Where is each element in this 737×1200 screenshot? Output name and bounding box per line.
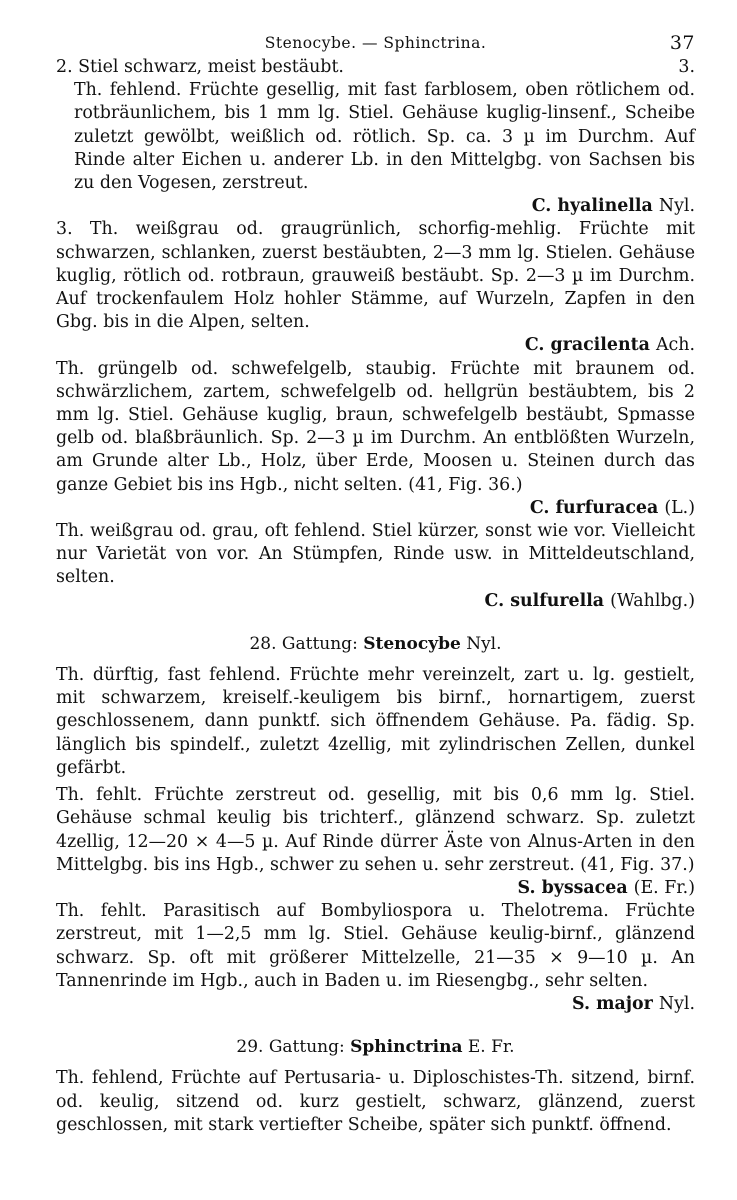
genus-heading-stenocybe bbox=[56, 633, 695, 656]
species-hyalinella bbox=[56, 195, 695, 218]
species-author: Nyl. bbox=[658, 196, 695, 217]
description-furfuracea: Th. grüngelb od. schwefelgelb, staubig. Früchte mit braunem od. schwärzlichem, zartem, schwefelgelb od. hellgrün bestäubtem, bis 2 mm lg. Stiel. Gehäuse kuglig, braun, schwefelgelb bestäubt, Spmasse gelb od. blaßbräunlich. Sp. 2—3 µ im Durchm. An entblößten Wurzeln, am Grunde alter Lb., Holz, über Erde, Moosen u. Steinen durch das ganze Gebiet bis ins Hgb., nicht selten. (41, Fig. 36.) bbox=[56, 358, 695, 495]
species-name: S. major bbox=[572, 993, 653, 1014]
key-line-2 bbox=[56, 56, 695, 79]
species-name: S. byssacea bbox=[517, 877, 628, 898]
species-author: Nyl. bbox=[658, 993, 695, 1014]
genus-heading-sphinctrina bbox=[56, 1036, 695, 1059]
genus-prefix: 28. Gattung: bbox=[249, 633, 358, 654]
species-name: C. hyalinella bbox=[531, 196, 653, 217]
description-hyalinella: Th. fehlend. Früchte gesellig, mit fast farblosem, oben rötlichem od. rotbräunlichem, bis 1 mm lg. Stiel. Gehäuse kuglig-linsenf., Scheibe zuletzt gewölbt, weißlich od. rötlich. Sp. ca. 3 µ im Durchm. Auf Rinde alter Eichen u. anderer Lb. in den Mittelgbg. von Sachsen bis zu den Vogesen, zerstreut. bbox=[74, 80, 695, 194]
running-title: Stenocybe. — Sphinctrina. bbox=[264, 34, 487, 52]
species-furfuracea bbox=[56, 497, 695, 520]
species-name: C. furfuracea bbox=[529, 497, 659, 518]
species-gracilenta bbox=[56, 334, 695, 357]
genus-name: Stenocybe bbox=[363, 633, 461, 654]
page-content bbox=[56, 56, 695, 1137]
species-author: (Wahlbg.) bbox=[610, 590, 695, 611]
species-byssacea bbox=[56, 877, 695, 900]
key-line-2-text: 2. Stiel schwarz, meist bestäubt. bbox=[56, 57, 344, 77]
species-name: C. gracilenta bbox=[524, 335, 650, 356]
description-sulfurella: Th. weißgrau od. grau, oft fehlend. Stiel kürzer, sonst wie vor. Vielleicht nur Varietät von vor. An Stümpfen, Rinde usw. in Mitteldeutschland, selten. bbox=[56, 521, 695, 588]
page-header bbox=[56, 26, 695, 56]
species-name: C. sulfurella bbox=[484, 590, 605, 611]
page-number: 37 bbox=[669, 32, 695, 54]
species-author: (E. Fr.) bbox=[633, 877, 695, 898]
description-major: Th. fehlt. Parasitisch auf Bombyliospora u. Thelotrema. Früchte zerstreut, mit 1—2,5 mm lg. Stiel. Gehäuse keulig-birnf., glänzend schwarz. Sp. oft mit größerer Mittelzelle, 21—35 × 9—10 µ. An Tannenrinde im Hgb., auch in Baden u. im Riesengbg., sehr selten. bbox=[56, 901, 695, 991]
genus-description-stenocybe: Th. dürftig, fast fehlend. Früchte mehr vereinzelt, zart u. lg. gestielt, mit schwarzem, kreiself.-keuligem bis birnf., hornartigem, zuerst geschlossenem, dann punktf. sich öffnendem Gehäuse. Pa. fädig. Sp. länglich bis spindelf., zuletzt 4zellig, mit zylindrischen Zellen, dunkel gefärbt. bbox=[56, 665, 695, 778]
genus-description-sphinctrina: Th. fehlend, Früchte auf Pertusaria- u. Diploschistes-Th. sitzend, birnf. od. keulig, sitzend od. kurz gestielt, schwarz, glänzend, zuerst geschlossen, mit stark vertiefter Scheibe, später sich punktf. öffnend. bbox=[56, 1068, 695, 1135]
species-author: Ach. bbox=[655, 335, 695, 356]
genus-name: Sphinctrina bbox=[350, 1037, 463, 1058]
key-line-2-ref: 3. bbox=[678, 57, 695, 77]
species-author: (L.) bbox=[664, 497, 695, 518]
species-major bbox=[56, 993, 695, 1016]
description-byssacea: Th. fehlt. Früchte zerstreut od. gesellig, mit bis 0,6 mm lg. Stiel. Gehäuse schmal keulig bis trichterf., glänzend schwarz. Sp. zuletzt 4zellig, 12—20 × 4—5 µ. Auf Rinde dürrer Äste von Alnus-Arten in den Mittelgbg. bis ins Hgb., schwer zu sehen u. sehr zerstreut. (41, Fig. 37.) bbox=[56, 785, 695, 875]
genus-author: E. Fr. bbox=[467, 1037, 515, 1058]
description-gracilenta: 3. Th. weißgrau od. graugrünlich, schorfig-mehlig. Früchte mit schwarzen, schlanken, zuerst bestäubten, 2—3 mm lg. Stielen. Gehäuse kuglig, rötlich od. rotbraun, grauweiß bestäubt. Sp. 2—3 µ im Durchm. Auf trockenfaulem Holz hohler Stämme, auf Wurzeln, Zapfen in den Gbg. bis in die Alpen, selten. bbox=[56, 219, 695, 333]
genus-author: Nyl. bbox=[466, 633, 502, 654]
genus-prefix: 29. Gattung: bbox=[236, 1037, 345, 1058]
species-sulfurella bbox=[56, 590, 695, 613]
